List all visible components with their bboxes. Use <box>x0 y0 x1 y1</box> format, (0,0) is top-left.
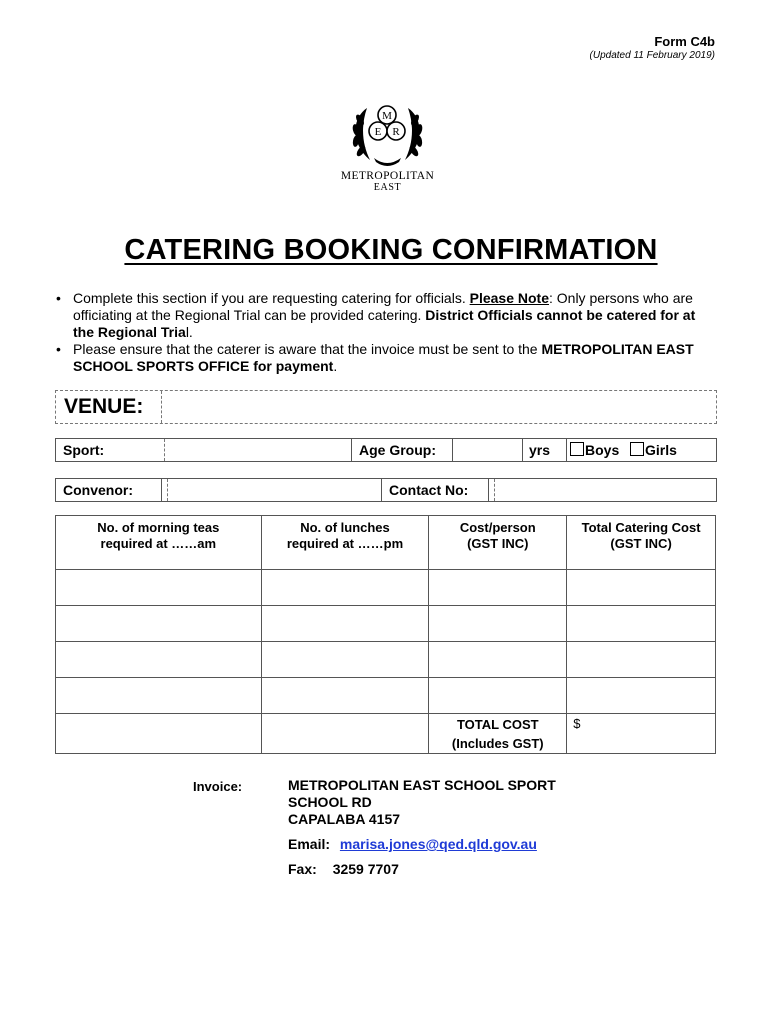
table-row <box>56 606 716 642</box>
table-cell[interactable] <box>429 678 567 714</box>
form-updated-date: (Updated 11 February 2019) <box>589 50 715 61</box>
address-line3: CAPALABA 4157 <box>288 811 401 827</box>
boys-option[interactable] <box>570 439 619 461</box>
fax-label: Fax: <box>288 861 317 877</box>
table-cell[interactable] <box>261 714 429 754</box>
instruction-text: Please ensure that the caterer is aware that the invoice must be sent to the <box>73 341 542 357</box>
divider <box>381 479 382 501</box>
logo-org-line2: EAST <box>373 182 402 193</box>
form-code: Form C4b <box>654 34 715 49</box>
instruction-text: l. <box>185 324 193 340</box>
email-link[interactable]: marisa.jones@qed.qld.gov.au <box>339 836 537 852</box>
table-cell[interactable] <box>56 678 262 714</box>
table-cell[interactable] <box>567 678 716 714</box>
girls-label: Girls <box>645 442 677 458</box>
boys-label: Boys <box>585 442 620 458</box>
bullet-icon: • <box>56 341 61 357</box>
convenor-label: Convenor: <box>63 482 133 498</box>
girls-checkbox[interactable] <box>630 442 644 456</box>
invoice-address <box>288 777 556 828</box>
table-cell[interactable] <box>261 642 429 678</box>
total-cost-input[interactable] <box>567 714 716 754</box>
boys-checkbox[interactable] <box>570 442 584 456</box>
table-cell[interactable] <box>429 606 567 642</box>
email-label: Email: <box>288 836 331 852</box>
contact-label: Contact No: <box>389 482 469 498</box>
table-cell[interactable] <box>429 642 567 678</box>
instruction-emphasis: METROPOLITAN EAST SCHOOL SPORTS OFFICE for payment <box>73 341 694 374</box>
age-group-input[interactable] <box>453 439 522 461</box>
fax-number: 3259 7707 <box>332 861 399 877</box>
table-cell[interactable] <box>56 714 262 754</box>
logo-letter-r: R <box>392 126 400 138</box>
venue-input[interactable] <box>163 391 716 423</box>
table-cell[interactable] <box>429 570 567 606</box>
sport-age-row <box>55 438 717 462</box>
invoice-label: Invoice: <box>193 779 243 794</box>
table-cell[interactable] <box>567 570 716 606</box>
table-cell[interactable] <box>261 678 429 714</box>
table-row <box>56 570 716 606</box>
total-row <box>56 714 716 754</box>
divider <box>351 439 352 461</box>
column-header-morning-teas: No. of morning teas required at ……am <box>56 516 262 570</box>
email-line <box>288 836 537 852</box>
table-header-row <box>56 516 716 570</box>
bullet-icon: • <box>56 290 61 306</box>
yrs-label: yrs <box>529 442 551 458</box>
divider <box>161 479 162 501</box>
address-line1: METROPOLITAN EAST SCHOOL SPORT <box>288 777 556 793</box>
sport-label: Sport: <box>63 442 105 458</box>
please-note-label: Please Note <box>469 290 549 306</box>
page-title: CATERING BOOKING CONFIRMATION <box>124 234 658 266</box>
table-row <box>56 678 716 714</box>
instruction-text: . <box>333 358 338 374</box>
table-cell[interactable] <box>567 642 716 678</box>
table-cell[interactable] <box>261 606 429 642</box>
column-header-lunches: No. of lunches required at ……pm <box>261 516 429 570</box>
laurel-emblem-icon <box>330 98 445 170</box>
divider <box>488 479 489 501</box>
fax-line <box>288 861 399 877</box>
contact-input[interactable] <box>495 479 715 501</box>
girls-option[interactable] <box>630 439 677 461</box>
total-cost-label: TOTAL COST (Includes GST) <box>429 714 567 754</box>
form-code-block <box>590 34 715 61</box>
venue-label: VENUE: <box>56 391 162 423</box>
column-header-total-cost: Total Catering Cost (GST INC) <box>567 516 716 570</box>
column-header-cost-person: Cost/person (GST INC) <box>429 516 567 570</box>
instruction-item <box>56 290 716 341</box>
table-cell[interactable] <box>261 570 429 606</box>
table-cell[interactable] <box>56 642 262 678</box>
instruction-emphasis: District Officials cannot be catered for at the Regional Tria <box>73 307 696 340</box>
instruction-text: : Only persons who are officiating at the Regional Trial can be provided catering. <box>73 290 693 323</box>
metropolitan-east-logo <box>330 98 445 198</box>
logo-letter-e: E <box>374 126 382 138</box>
divider <box>522 439 523 461</box>
age-group-label: Age Group: <box>359 442 436 458</box>
table-cell[interactable] <box>56 606 262 642</box>
currency-symbol: $ <box>573 716 581 731</box>
convenor-input[interactable] <box>168 479 380 501</box>
convenor-contact-row <box>55 478 717 502</box>
table-cell[interactable] <box>56 570 262 606</box>
address-line2: SCHOOL RD <box>288 794 372 810</box>
table-row <box>56 642 716 678</box>
logo-org-line1: METROPOLITAN <box>340 170 435 182</box>
venue-field <box>55 390 717 424</box>
instructions-list <box>56 290 716 375</box>
divider <box>566 439 567 461</box>
instruction-text: Complete this section if you are requesting catering for officials. <box>73 290 470 306</box>
table-cell[interactable] <box>567 606 716 642</box>
logo-letter-m: M <box>382 110 392 122</box>
catering-cost-table <box>55 515 716 754</box>
sport-input[interactable] <box>165 439 351 461</box>
instruction-item <box>56 341 716 375</box>
